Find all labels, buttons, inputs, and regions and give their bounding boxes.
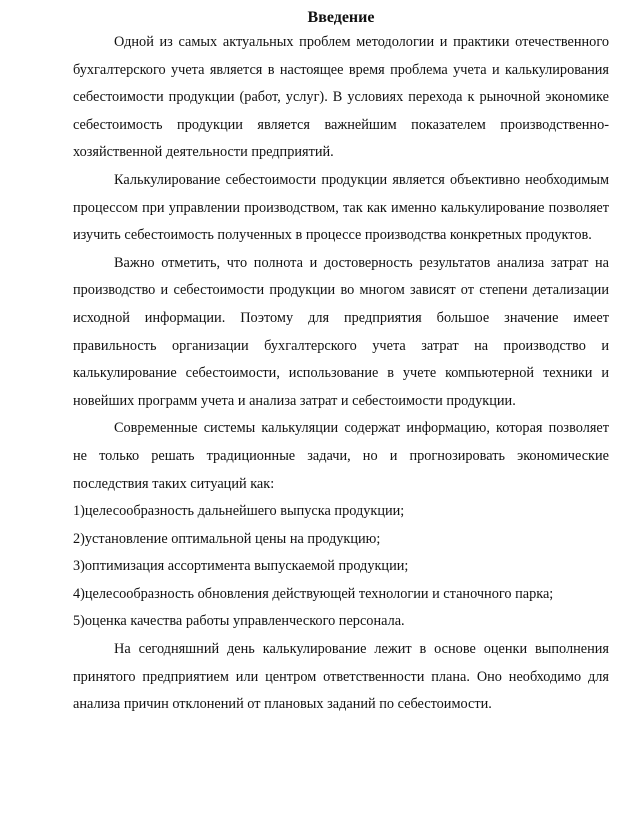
document-page (73, 0, 609, 719)
paragraph-3: Важно отметить, что полнота и достоверность результатов анализа затрат на производство и себестоимости продукции во многом зависят от степени детализации исходной информации. Поэтому для предприятия большое значение имеет правильность организации бухгалтерского учета затрат на производство и калькулирование себестоимости, использование в учете компьютерной техники и новейших программ учета и анализа затрат и себестоимости продукции. (73, 254, 609, 409)
list-item: 3)оптимизация ассортимента выпускаемой продукции; (73, 558, 409, 575)
closing-paragraph: На сегодняшний день калькулирование лежит в основе оценки выполнения принятого предприятием или центром ответственности плана. Оно необходимо для анализа причин отклонений от плановых заданий по себестоимости. (73, 641, 609, 713)
list-item: 4)целесообразность обновления действующей технологии и станочного парка; (73, 585, 554, 602)
numbered-list (73, 498, 609, 636)
list-item: 2)установление оптимальной цены на продукцию; (73, 530, 381, 547)
page-title: Введение (307, 9, 375, 26)
paragraph-2: Калькулирование себестоимости продукции является объективно необходимым процессом при управлении производством, так как именно калькулирование позволяет изучить себестоимость полученных в процессе производства конкретных продуктов. (73, 171, 609, 244)
list-item: 5)оценка качества работы управленческого персонала. (73, 613, 405, 630)
list-item: 1)целесообразность дальнейшего выпуска продукции; (73, 503, 405, 520)
paragraph-4: Современные системы калькуляции содержат информацию, которая позволяет не только решать традиционные задачи, но и прогнозировать экономические последствия таких ситуаций как: (73, 420, 609, 492)
paragraph-1: Одной из самых актуальных проблем методологии и практики отечественного бухгалтерского учета является в настоящее время проблема учета и калькулирования себестоимости продукции (работ, услуг). В условиях перехода к рыночной экономике себестоимость продукции является важнейшим показателем производственно-хозяйственной деятельности предприятий. (73, 34, 609, 161)
